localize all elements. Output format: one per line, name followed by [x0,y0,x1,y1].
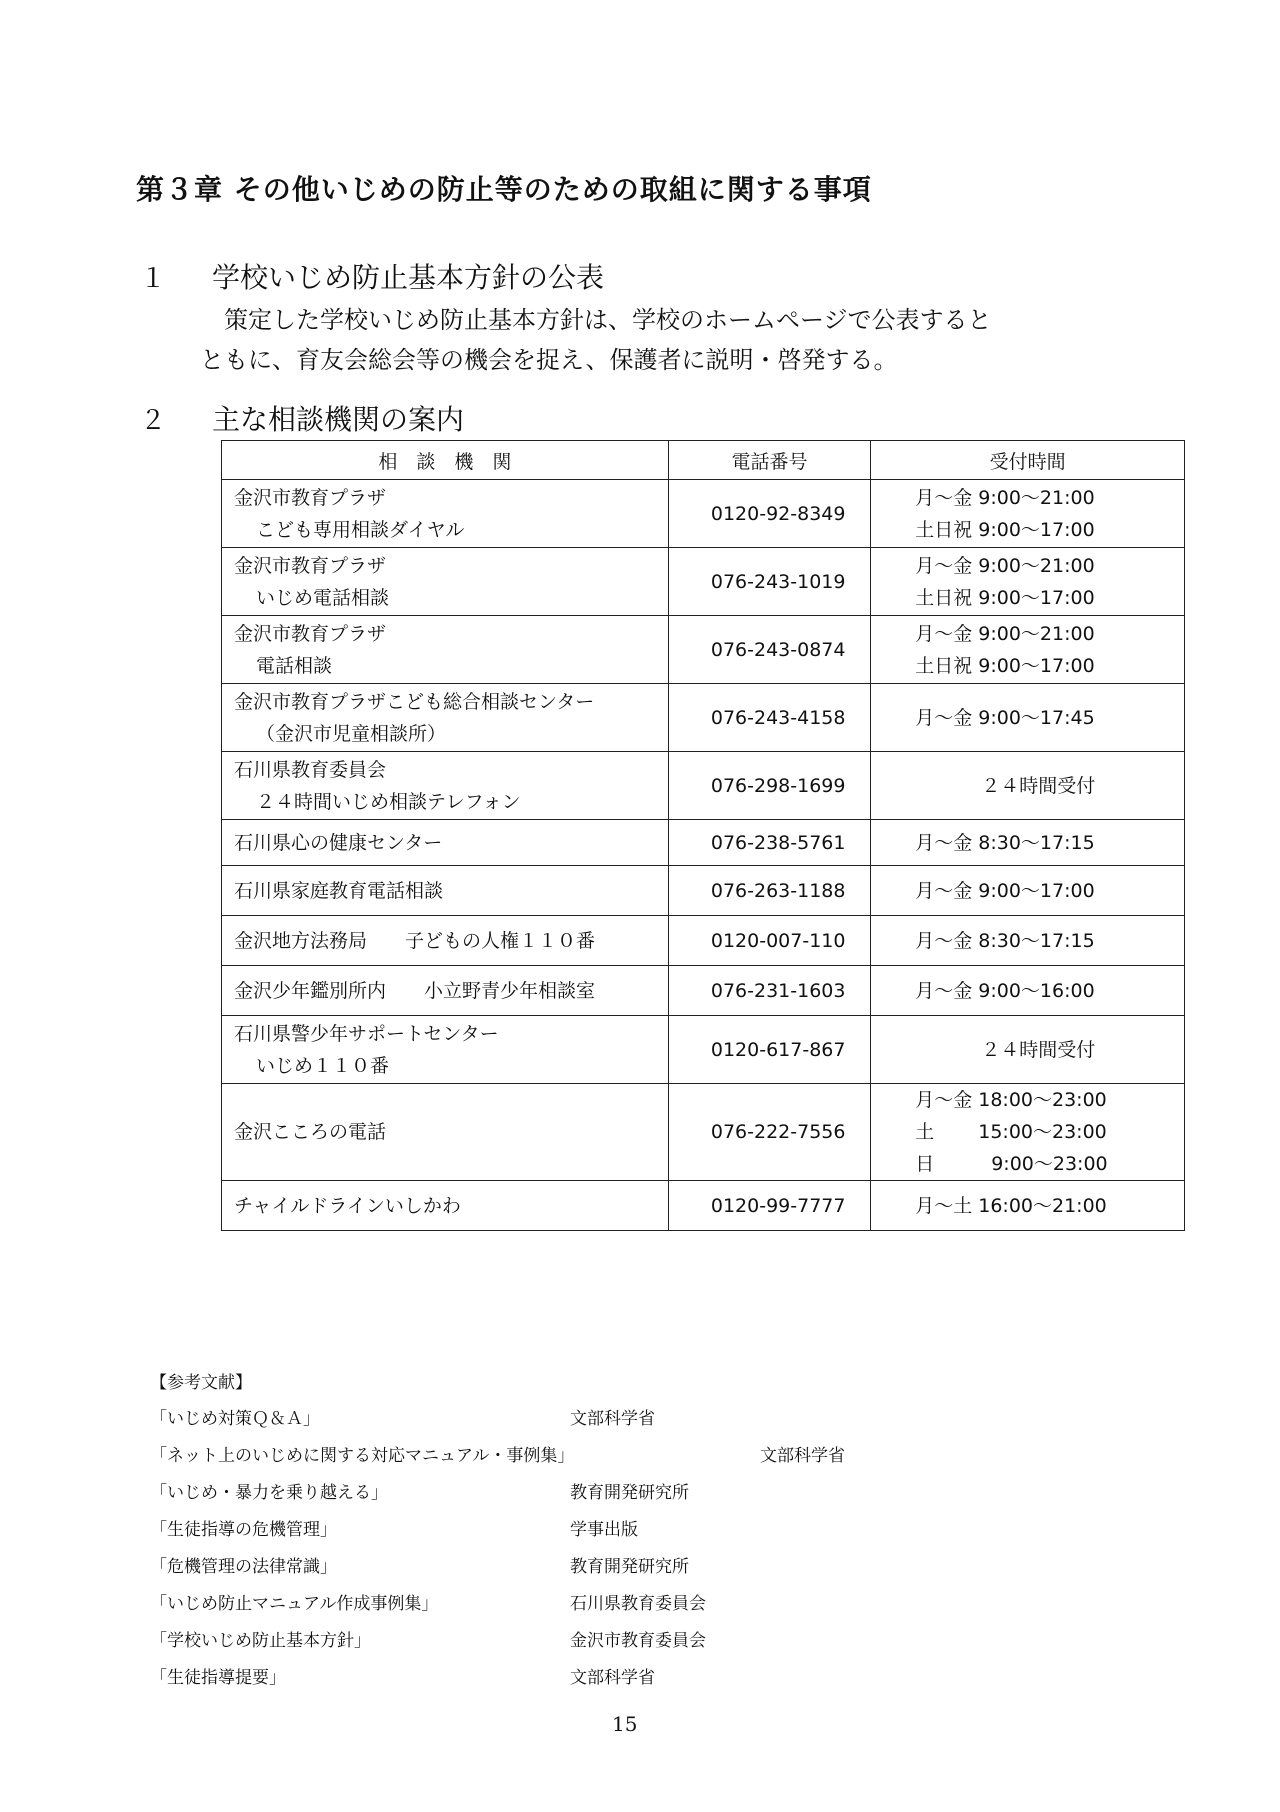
organization-subname: いじめ電話相談 [256,586,390,609]
cell-hours [871,752,1185,820]
hours-line: 月～金 9:00～21:00 [915,554,1095,577]
reference-publisher: 文部科学省 [570,1668,655,1688]
cell-hours [871,820,1185,866]
organization-name: 石川県家庭教育電話相談 [234,879,444,902]
cell-hours [871,1016,1185,1084]
cell-organization [222,616,669,684]
hours-line: 月～金 18:00～23:00 [915,1089,1107,1111]
cell-phone: 076-243-0874 [668,616,870,684]
section1-number: １ [140,264,167,294]
table-row [222,548,1185,616]
cell-organization [222,752,669,820]
hours-line: 土日祝 9:00～17:00 [915,654,1095,677]
hours-line: 月～金 9:00～17:45 [915,706,1095,729]
hours-line: 月～金 9:00～21:00 [915,486,1095,509]
hours-line: 月～金 9:00～17:00 [915,879,1095,902]
table-row [222,866,1185,916]
table-row [222,752,1185,820]
organization-subname: 電話相談 [256,654,333,677]
cell-hours [871,1084,1185,1181]
reference-item [150,1478,689,1503]
organization-name: 金沢地方法務局 子どもの人権１１０番 [234,929,596,952]
reference-item [150,1626,706,1651]
header-hours: 受付時間 [871,441,1185,480]
header-phone: 電話番号 [668,441,870,480]
header-organization: 相 談 機 関 [222,441,669,480]
cell-organization [222,966,669,1016]
cell-organization [222,480,669,548]
reference-publisher: 教育開発研究所 [570,1483,689,1503]
organization-name: 金沢少年鑑別所内 小立野青少年相談室 [234,979,596,1002]
cell-phone: 0120-007-110 [668,916,870,966]
organization-name: 金沢市教育プラザこども総合相談センター [234,690,595,713]
consultation-table [221,440,1185,1231]
cell-phone: 076-222-7556 [668,1084,870,1181]
hours-line: 月～金 9:00～21:00 [915,622,1095,645]
reference-title: 「いじめ・暴力を乗り越える」 [150,1483,388,1503]
reference-item [150,1515,638,1540]
cell-organization [222,684,669,752]
hours-line: 月～金 8:30～17:15 [915,929,1095,952]
hours-line: 月～金 8:30～17:15 [915,831,1095,854]
paragraph-line-2: ともに、育友会総会等の機会を捉え、保護者に説明・啓発する。 [200,346,898,374]
organization-name: チャイルドラインいしかわ [234,1194,461,1217]
organization-name: 金沢市教育プラザ [234,554,387,577]
reference-title: 「いじめ対策Ｑ＆Ａ」 [150,1409,320,1429]
hours-line: ２４時間受付 [981,1038,1096,1061]
table-row [222,916,1185,966]
cell-hours [871,966,1185,1016]
organization-name: 石川県心の健康センター [234,831,443,854]
cell-phone: 076-263-1188 [668,866,870,916]
section2-number: ２ [140,406,167,436]
hours-line: 日 9:00～23:00 [915,1153,1108,1175]
hours-line: 土日祝 9:00～17:00 [915,518,1095,541]
reference-item [150,1552,689,1577]
cell-hours [871,1181,1185,1231]
table-body [222,480,1185,1231]
references-heading: 【参考文献】 [150,1373,252,1393]
cell-organization [222,548,669,616]
table-row [222,616,1185,684]
reference-title: 「学校いじめ防止基本方針」 [150,1631,371,1651]
hours-line: 土 15:00～23:00 [915,1121,1107,1143]
cell-phone: 076-238-5761 [668,820,870,866]
organization-name: 石川県警少年サポートセンター [234,1022,499,1045]
organization-subname: ２４時間いじめ相談テレフォン [256,790,521,813]
reference-title: 「生徒指導の危機管理」 [150,1520,337,1540]
cell-hours [871,480,1185,548]
paragraph-line-1: 策定した学校いじめ防止基本方針は、学校のホームページで公表すると [224,306,992,334]
hours-line: 月～金 9:00～16:00 [915,979,1095,1002]
table-row [222,684,1185,752]
organization-name: 金沢市教育プラザ [234,486,387,509]
reference-item [150,1663,655,1688]
cell-hours [871,616,1185,684]
section1-title: 学校いじめ防止基本方針の公表 [212,261,605,294]
cell-phone: 076-231-1603 [668,966,870,1016]
section2-title: 主な相談機関の案内 [212,403,465,436]
hours-line: ２４時間受付 [981,774,1096,797]
cell-hours [871,916,1185,966]
organization-name: 石川県教育委員会 [234,758,387,781]
organization-subname: （金沢市児童相談所） [256,722,447,745]
cell-organization [222,1084,669,1181]
reference-publisher: 教育開発研究所 [570,1557,689,1577]
table-row [222,1181,1185,1231]
page-number: 15 [612,1712,638,1736]
cell-hours [871,866,1185,916]
table-row [222,1084,1185,1181]
reference-title: 「危機管理の法律常識」 [150,1557,337,1577]
table-header-row [222,441,1185,480]
cell-hours [871,684,1185,752]
cell-phone: 076-298-1699 [668,752,870,820]
organization-subname: いじめ１１０番 [256,1054,390,1077]
organization-name: 金沢市教育プラザ [234,622,387,645]
cell-phone: 0120-617-867 [668,1016,870,1084]
reference-item [150,1441,845,1466]
cell-phone: 0120-92-8349 [668,480,870,548]
reference-title: 「ネット上のいじめに関する対応マニュアル・事例集」 [150,1446,575,1466]
cell-phone: 076-243-4158 [668,684,870,752]
chapter-title: 第３章 その他いじめの防止等のための取組に関する事項 [136,173,872,206]
table-row [222,480,1185,548]
cell-organization [222,866,669,916]
cell-organization [222,916,669,966]
cell-organization [222,1181,669,1231]
reference-title: 「いじめ防止マニュアル作成事例集」 [150,1594,439,1614]
reference-publisher: 学事出版 [570,1520,638,1540]
reference-publisher: 金沢市教育委員会 [570,1631,706,1651]
hours-line: 月～土 16:00～21:00 [915,1194,1107,1217]
reference-title: 「生徒指導提要」 [150,1668,286,1688]
reference-item [150,1404,655,1429]
hours-line: 土日祝 9:00～17:00 [915,586,1095,609]
cell-organization [222,1016,669,1084]
reference-publisher: 石川県教育委員会 [570,1594,706,1614]
reference-item [150,1589,706,1614]
table-row [222,820,1185,866]
reference-publisher: 文部科学省 [760,1446,845,1466]
reference-publisher: 文部科学省 [570,1409,655,1429]
cell-phone: 076-243-1019 [668,548,870,616]
cell-phone: 0120-99-7777 [668,1181,870,1231]
table-row [222,1016,1185,1084]
cell-hours [871,548,1185,616]
table-row [222,966,1185,1016]
organization-subname: こども専用相談ダイヤル [256,518,465,541]
cell-organization [222,820,669,866]
section1-paragraph [200,300,1100,380]
organization-name: 金沢こころの電話 [234,1121,387,1143]
